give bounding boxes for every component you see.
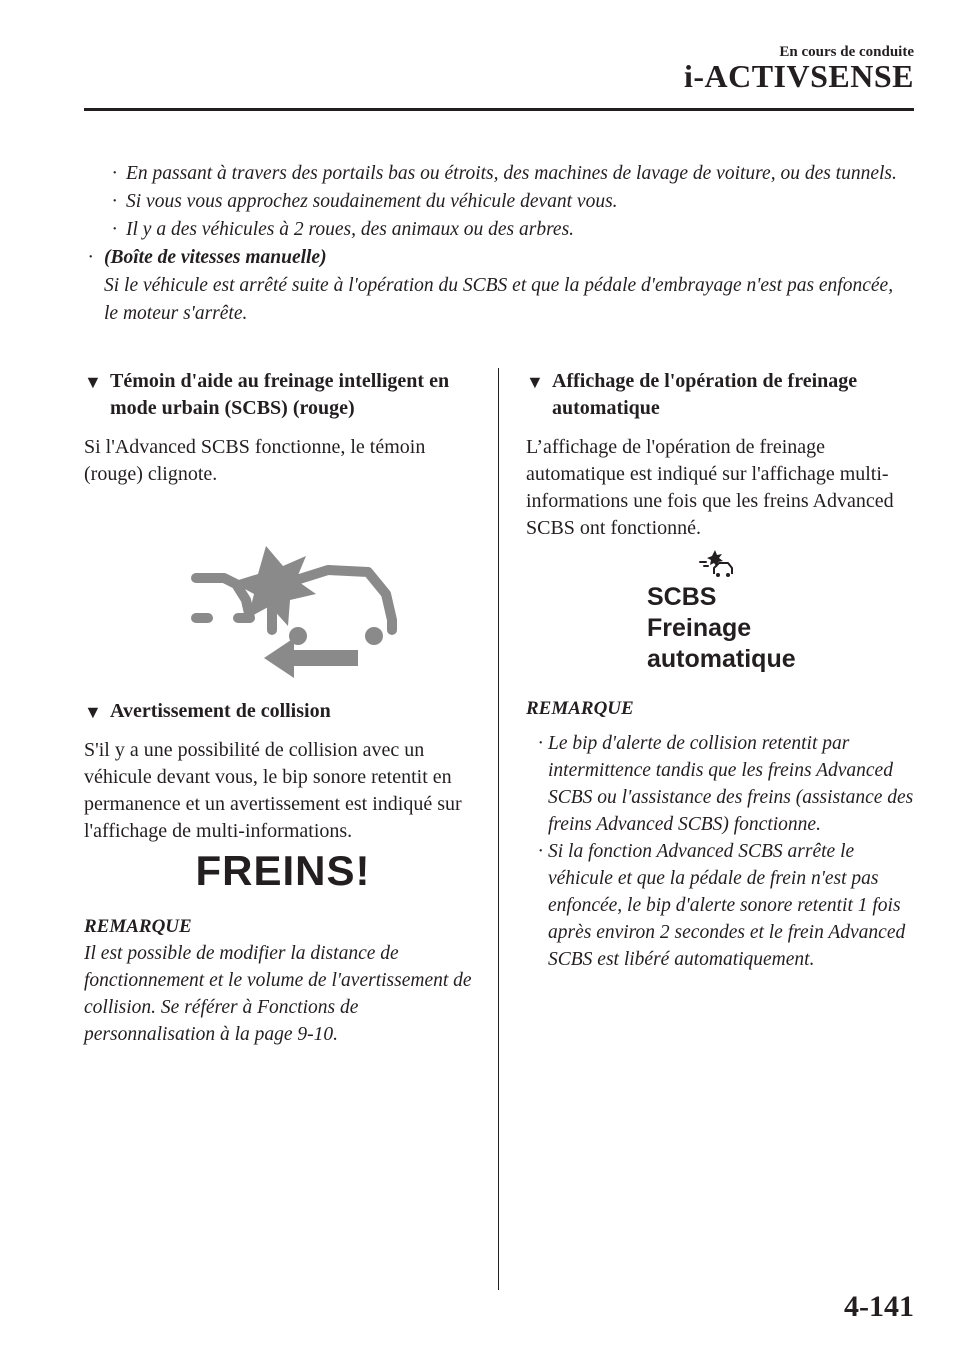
column-divider bbox=[498, 368, 499, 1290]
scbs-collision-warning-icon bbox=[188, 528, 408, 678]
triangle-down-icon: ▼ bbox=[84, 702, 102, 722]
scbs-small-indicator-icon bbox=[696, 548, 736, 578]
list-item: · En passant à travers des portails bas ou étroits, des machines de lavage de voiture, ou des tunnels. bbox=[126, 160, 908, 188]
note-text: Il est possible de modifier la distance de fonctionnement et le volume de l'avertissement de collision. Se référer à Fonctions de personnalisation à la page 9-10. bbox=[84, 943, 472, 1045]
main-item-text: Si le véhicule est arrêté suite à l'opération du SCBS et que la pédale d'embrayage n'est pas enfoncée, le moteur s'arrête. bbox=[104, 275, 894, 324]
list-item: · Si la fonction Advanced SCBS arrête le véhicule et que la pédale de frein n'est pas enfoncée, le bip d'alerte sonore retentit 1 fois après environ 2 secondes et le frein Advanced SCBS est libéré automatiquement. bbox=[548, 838, 916, 973]
top-area bbox=[88, 160, 908, 328]
main-list-item bbox=[88, 244, 908, 328]
note-list bbox=[526, 730, 916, 973]
note-label: REMARQUE bbox=[84, 916, 192, 937]
section-text: L’affichage de l'opération de freinage automatique est indiqué sur l'affichage multi-informations une fois que les freins Advanced SCBS ont fonctionné. bbox=[526, 436, 894, 539]
list-item: · Si vous vous approchez soudainement du véhicule devant vous. bbox=[126, 188, 908, 216]
header-section: En cours de conduite bbox=[779, 44, 914, 60]
section-text: S'il y a une possibilité de collision avec un véhicule devant vous, le bip sonore retentit en permanence et un avertissement est indiqué sur l'affichage de multi-informations. bbox=[84, 739, 462, 842]
bullet-icon: · bbox=[538, 841, 543, 862]
main-item-title: (Boîte de vitesses manuelle) bbox=[104, 247, 327, 268]
warning-lamp-figure bbox=[188, 528, 408, 678]
section-heading: ▼ Avertissement de collision bbox=[84, 698, 482, 725]
bullet-icon: · bbox=[538, 733, 543, 754]
scbs-display bbox=[526, 548, 916, 675]
bullet-icon: · bbox=[112, 163, 117, 184]
bullet-icon: · bbox=[88, 247, 93, 268]
scbs-display-line: Freinage bbox=[647, 614, 752, 642]
section-heading: ▼ Témoin d'aide au freinage intelligent en mode urbain (SCBS) (rouge) bbox=[84, 370, 450, 419]
bullet-icon: · bbox=[112, 219, 117, 240]
right-column bbox=[526, 368, 916, 973]
header-title: i-ACTIVSENSE bbox=[683, 58, 914, 94]
top-sub-list bbox=[88, 160, 908, 244]
list-item: · Le bip d'alerte de collision retentit par intermittence tandis que les freins Advanced SCBS ou l'assistance des freins (assistance des freins Advanced SCBS) fonctionne. bbox=[548, 730, 916, 838]
freins-display: FREINS! bbox=[195, 847, 371, 894]
page-number: 4-141 bbox=[844, 1290, 914, 1323]
scbs-display-line: SCBS bbox=[647, 583, 717, 611]
note-block bbox=[526, 695, 916, 973]
header-rule bbox=[84, 108, 914, 111]
section-heading: ▼ Affichage de l'opération de freinage automatique bbox=[526, 370, 858, 419]
triangle-down-icon: ▼ bbox=[84, 372, 102, 392]
list-item: · Il y a des véhicules à 2 roues, des animaux ou des arbres. bbox=[126, 216, 908, 244]
note-label: REMARQUE bbox=[526, 698, 634, 719]
triangle-down-icon: ▼ bbox=[526, 372, 544, 392]
section-text: Si l'Advanced SCBS fonctionne, le témoin (rouge) clignote. bbox=[84, 436, 426, 485]
left-column bbox=[84, 368, 482, 1048]
note-block bbox=[84, 913, 482, 1048]
bullet-icon: · bbox=[112, 191, 117, 212]
scbs-display-line: automatique bbox=[647, 645, 796, 673]
